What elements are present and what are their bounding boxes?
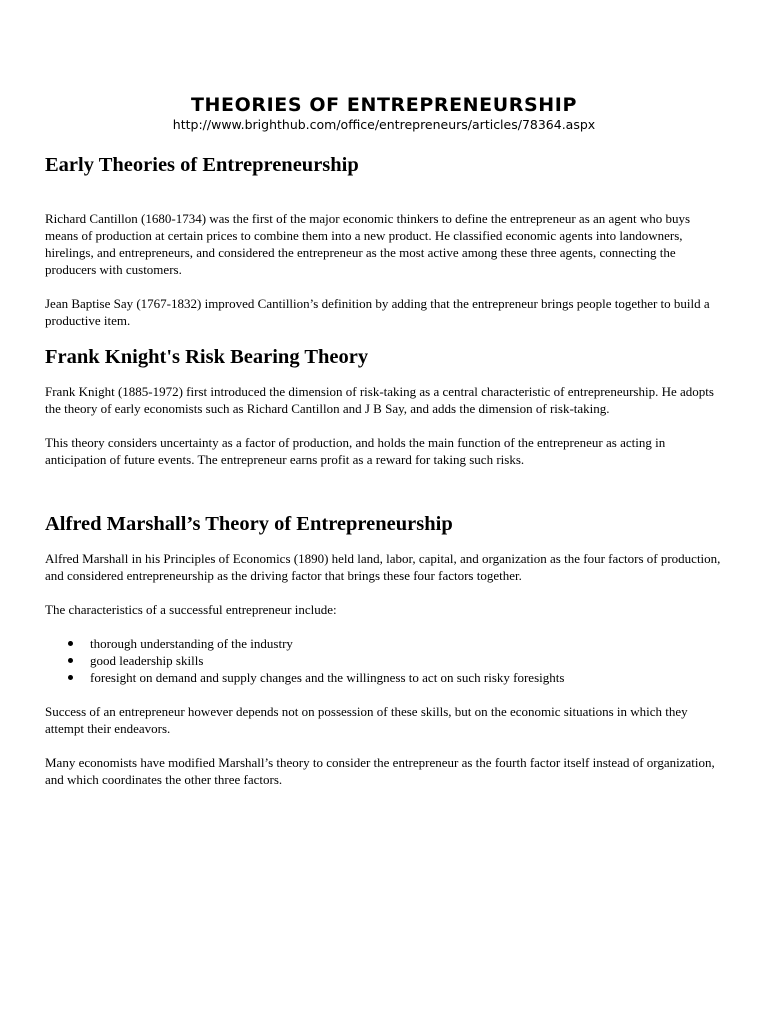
list-item-text: foresight on demand and supply changes and the willingness to act on such risky foresights [90,670,565,685]
list-item [90,652,725,669]
bullet-icon [68,641,73,646]
paragraph-knight-intro: Frank Knight (1885-1972) first introduced the dimension of risk-taking as a central characteristic of entrepreneurship. He adopts the theory of early economists such as Richard Cantillon and J B Say, and adds the dimension of risk-taking. [45,384,714,416]
list-item [90,669,725,686]
paragraph-marshall-factors: Alfred Marshall in his Principles of Economics (1890) held land, labor, capital, and organization as the four factors of production, and considered entrepreneurship as the driving factor that brings these four factors together. [45,551,721,583]
paragraph-modified-theory: Many economists have modified Marshall’s theory to consider the entrepreneur as the fourth factor itself instead of organization, and which coordinates the other three factors. [45,755,715,787]
paragraph-say: Jean Baptise Say (1767-1832) improved Cantillion’s definition by adding that the entrepreneur brings people together to build a productive item. [45,296,710,328]
bullet-icon [68,658,73,663]
characteristics-list [45,635,725,686]
list-item-text: thorough understanding of the industry [90,636,293,651]
paragraph-characteristics-intro: The characteristics of a successful entrepreneur include: [45,602,337,617]
list-item [90,635,725,652]
paragraph-cantillon: Richard Cantillon (1680-1734) was the first of the major economic thinkers to define the entrepreneur as an agent who buys means of production at certain prices to combine them into a new product. He classified economic agents into landowners, hirelings, and entrepreneurs, and considered the entrepreneur as the most active among these three agents, connecting the producers with customers. [45,211,691,277]
section-heading-knight: Frank Knight's Risk Bearing Theory [45,346,369,368]
paragraph-knight-uncertainty: This theory considers uncertainty as a factor of production, and holds the main function of the entrepreneur as acting in anticipation of future events. The entrepreneur earns profit as a reward for taking such risks. [45,435,666,467]
list-item-text: good leadership skills [90,653,204,668]
document-title: THEORIES OF ENTREPRENEURSHIP [190,94,578,116]
section-heading-marshall: Alfred Marshall’s Theory of Entrepreneurship [45,513,453,535]
section-heading-early-theories: Early Theories of Entrepreneurship [45,154,359,176]
paragraph-success-depends: Success of an entrepreneur however depends not on possession of these skills, but on the economic situations in which they attempt their endeavors. [45,704,688,736]
document-body [45,152,725,788]
bullet-icon [68,675,73,680]
source-url: http://www.brighthub.com/office/entrepreneurs/articles/78364.aspx [172,117,596,132]
